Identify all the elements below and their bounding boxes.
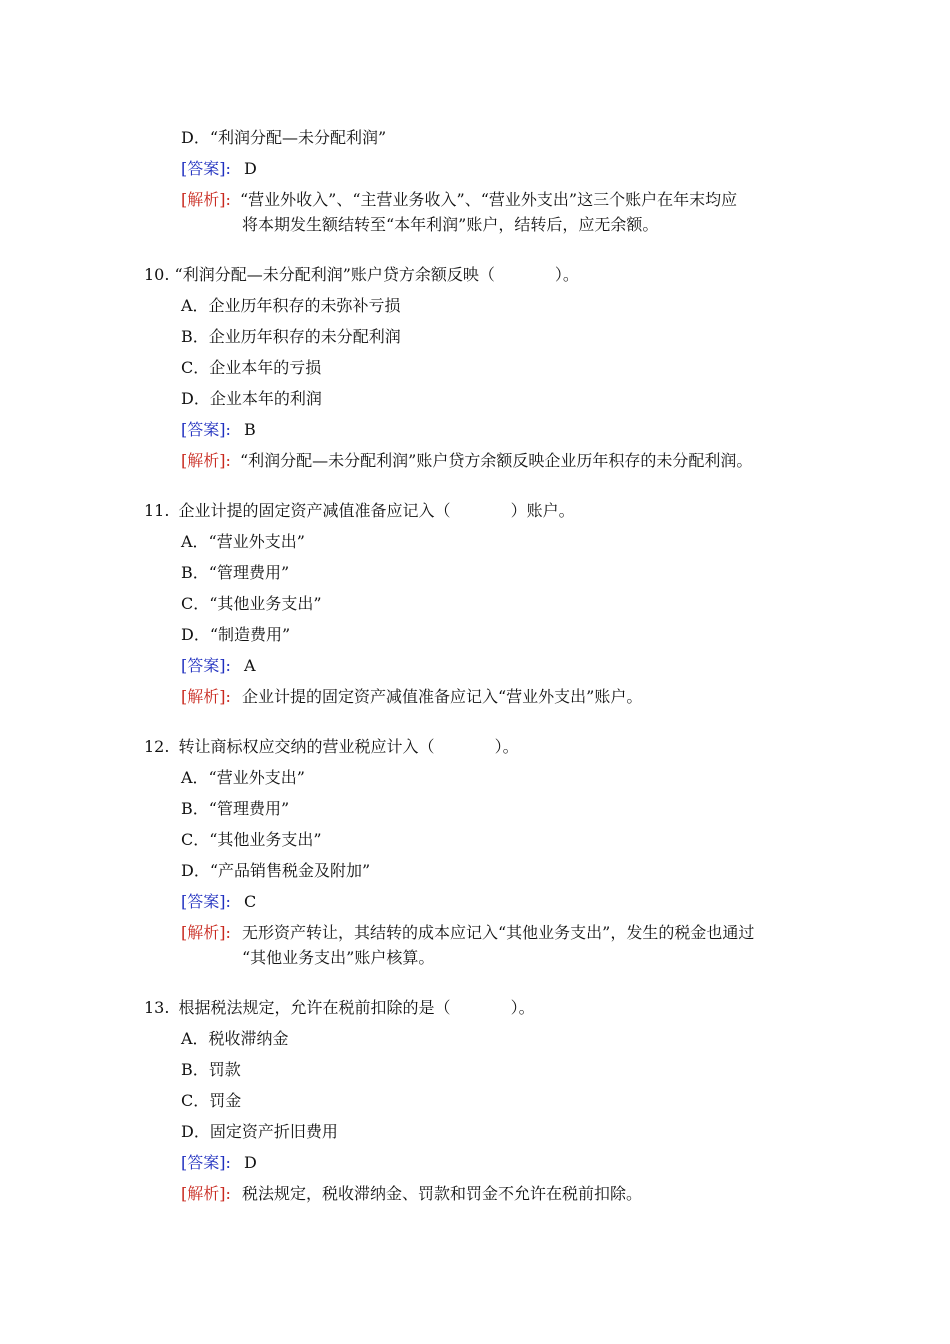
answer-value: D bbox=[243, 1153, 257, 1172]
explanation-text: 无形资产转让，其结转的成本应记入“其他业务支出”，发生的税金也通过 bbox=[241, 923, 755, 942]
question-number: 10. bbox=[144, 265, 170, 284]
answer-row bbox=[181, 1153, 257, 1173]
answer-value: D bbox=[243, 159, 257, 178]
option-a: A．企业历年积存的未弥补亏损 bbox=[181, 296, 401, 315]
prev-answer-row bbox=[181, 159, 257, 179]
prev-option-d: D．“利润分配—未分配利润” bbox=[181, 128, 387, 147]
explanation-row bbox=[181, 687, 642, 707]
option-a: A．“营业外支出” bbox=[181, 768, 305, 787]
answer-row bbox=[181, 420, 256, 440]
question-stem: 10. “利润分配—未分配利润”账户贷方余额反映（ ）。 bbox=[144, 265, 579, 284]
option-c: C．罚金 bbox=[181, 1091, 242, 1110]
question-stem: 11. 企业计提的固定资产减值准备应记入（ ）账户。 bbox=[144, 501, 575, 520]
answer-value: C bbox=[243, 892, 257, 911]
option-c: C．“其他业务支出” bbox=[181, 830, 322, 849]
option-b: B．企业历年积存的未分配利润 bbox=[181, 327, 401, 346]
explanation-text: “营业外收入”、“主营业务收入”、“营业外支出”这三个账户在年末均应 bbox=[239, 190, 738, 209]
explanation-tag: [解析]: bbox=[181, 1184, 231, 1203]
option-d: D．固定资产折旧费用 bbox=[181, 1122, 338, 1141]
answer-value: B bbox=[243, 420, 256, 439]
explanation-row bbox=[181, 451, 752, 471]
option-b: B．罚款 bbox=[181, 1060, 241, 1079]
answer-tag: [答案]: bbox=[181, 892, 231, 911]
explanation-tag: [解析]: bbox=[181, 923, 231, 942]
explanation-text-cont: 将本期发生额结转至“本年利润”账户，结转后，应无余额。 bbox=[242, 215, 659, 234]
option-c: C．“其他业务支出” bbox=[181, 594, 322, 613]
explanation-tag: [解析]: bbox=[181, 190, 231, 209]
answer-row bbox=[181, 892, 256, 912]
question-stem: 12. 转让商标权应交纳的营业税应计入（ ）。 bbox=[144, 737, 519, 756]
option-b: B．“管理费用” bbox=[181, 563, 290, 582]
option-b: B．“管理费用” bbox=[181, 799, 290, 818]
answer-tag: [答案]: bbox=[181, 159, 231, 178]
option-d: D．“制造费用” bbox=[181, 625, 291, 644]
explanation-text: 税法规定，税收滞纳金、罚款和罚金不允许在税前扣除。 bbox=[241, 1184, 642, 1203]
answer-tag: [答案]: bbox=[181, 656, 231, 675]
answer-value: A bbox=[243, 656, 256, 675]
explanation-row bbox=[181, 923, 754, 943]
option-d: D．“产品销售税金及附加” bbox=[181, 861, 371, 880]
question-number: 12. bbox=[144, 737, 170, 756]
explanation-text: 企业计提的固定资产减值准备应记入“营业外支出”账户。 bbox=[241, 687, 643, 706]
question-number: 13. bbox=[144, 998, 170, 1017]
question-number: 11. bbox=[144, 501, 170, 520]
explanation-text-cont: “其他业务支出”账户核算。 bbox=[242, 948, 435, 967]
explanation-tag: [解析]: bbox=[181, 451, 231, 470]
option-a: A．“营业外支出” bbox=[181, 532, 305, 551]
option-c: C．企业本年的亏损 bbox=[181, 358, 322, 377]
question-stem: 13. 根据税法规定，允许在税前扣除的是（ ）。 bbox=[144, 998, 535, 1017]
answer-tag: [答案]: bbox=[181, 1153, 231, 1172]
prev-explanation-row bbox=[181, 190, 737, 210]
explanation-tag: [解析]: bbox=[181, 687, 231, 706]
explanation-row bbox=[181, 1184, 642, 1204]
answer-tag: [答案]: bbox=[181, 420, 231, 439]
explanation-text: “利润分配—未分配利润”账户贷方余额反映企业历年积存的未分配利润。 bbox=[239, 451, 753, 470]
option-a: A．税收滞纳金 bbox=[181, 1029, 289, 1048]
option-d: D．企业本年的利润 bbox=[181, 389, 322, 408]
answer-row bbox=[181, 656, 256, 676]
